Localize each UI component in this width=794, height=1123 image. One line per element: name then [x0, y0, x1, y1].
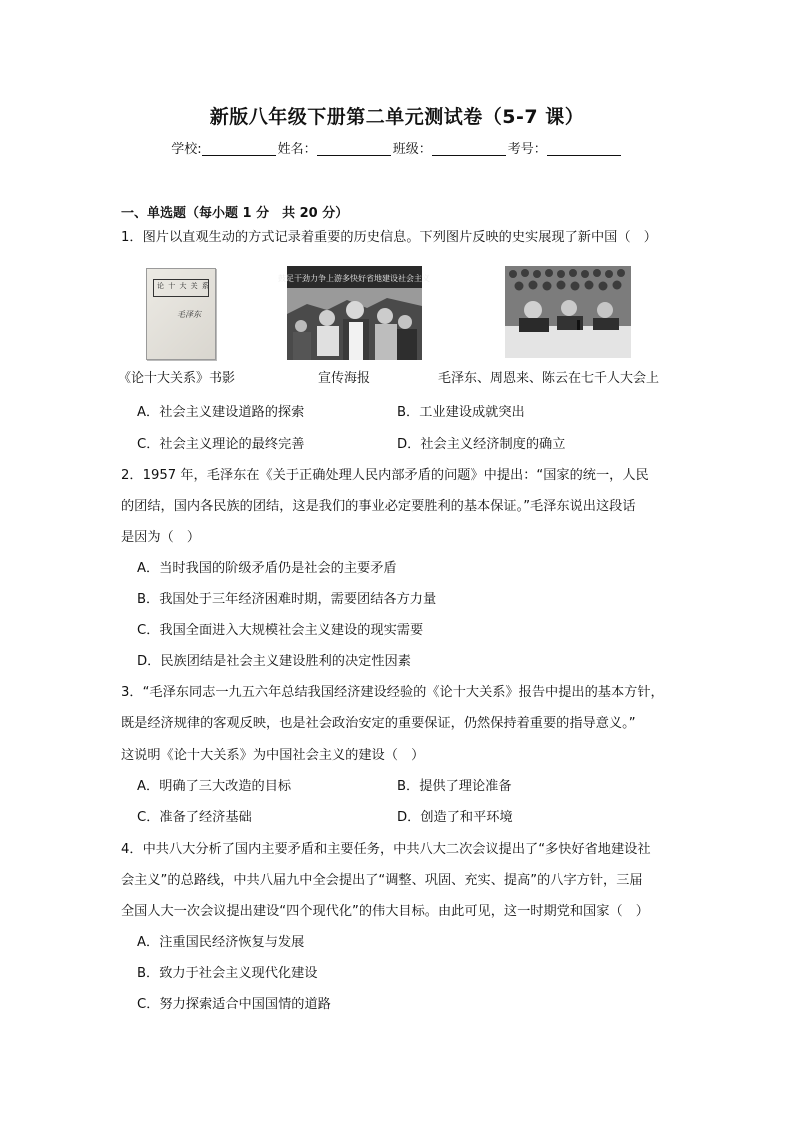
book-cover-image [146, 268, 216, 360]
q2-stem-line-1: 2．1957 年，毛泽东在《关于正确处理人民内部矛盾的问题》中提出：“国家的统一，人民 [121, 468, 649, 483]
q1-option-c[interactable]: C．社会主义理论的最终完善 [137, 437, 305, 452]
class-label: 班级： [392, 142, 432, 157]
q1-option-d[interactable]: D．社会主义经济制度的确立 [397, 437, 566, 452]
q4-option-c[interactable]: C．努力探索适合中国国情的道路 [137, 997, 331, 1012]
q3-option-b[interactable]: B．提供了理论准备 [397, 779, 512, 794]
q3-option-c[interactable]: C．准备了经济基础 [137, 810, 252, 825]
meeting-photo-image [505, 266, 631, 358]
q3-stem-line-2: 既是经济规律的客观反映，也是社会政治安定的重要保证，仍然保持着重要的指导意义。” [121, 716, 636, 731]
school-label: 学校: [171, 142, 202, 157]
q1-stem: 1．图片以直观生动的方式记录着重要的历史信息。下列图片反映的史实展现了新中国（ ） [121, 230, 657, 245]
name-blank[interactable] [317, 141, 391, 156]
q1-option-a[interactable]: A．社会主义建设道路的探索 [137, 405, 305, 420]
class-blank[interactable] [432, 141, 506, 156]
book-cover-title: 论 十 大 关 系 [157, 282, 210, 290]
poster-illustration [278, 266, 430, 360]
book-signature: 毛泽东 [177, 310, 201, 319]
q2-stem-line-2: 的团结，国内各民族的团结，这是我们的事业必定要胜利的基本保证。”毛泽东说出这段话 [121, 499, 636, 514]
q4-stem-line-3: 全国人大一次会议提出建设“四个现代化”的伟大目标。由此可见，这一时期党和国家（ ） [121, 904, 649, 919]
q4-option-a[interactable]: A．注重国民经济恢复与发展 [137, 935, 305, 950]
q2-stem-line-3: 是因为（ ） [121, 530, 201, 545]
section-heading: 一、单选题（每小题 1 分 共 20 分） [121, 206, 349, 221]
page-title: 新版八年级下册第二单元测试卷（5-7 课） [209, 106, 585, 128]
name-label: 姓名： [277, 142, 317, 157]
picture1-caption: 《论十大关系》书影 [118, 371, 236, 386]
q2-option-b[interactable]: B．我国处于三年经济困难时期，需要团结各方力量 [137, 592, 437, 607]
picture3-caption: 毛泽东、周恩来、陈云在七千人大会上 [438, 371, 660, 386]
exam-no-label: 考号： [507, 142, 547, 157]
poster-banner: 鼓足干劲力争上游多快好省地建设社会主义 [278, 274, 430, 283]
q2-option-a[interactable]: A．当时我国的阶级矛盾仍是社会的主要矛盾 [137, 561, 397, 576]
q2-option-d[interactable]: D．民族团结是社会主义建设胜利的决定性因素 [137, 654, 411, 669]
q4-stem-line-2: 会主义”的总路线，中共八届九中全会提出了“调整、巩固、充实、提高”的八字方针，三届 [121, 873, 643, 888]
exam-no-blank[interactable] [547, 141, 621, 156]
q4-option-b[interactable]: B．致力于社会主义现代化建设 [137, 966, 318, 981]
school-blank[interactable] [202, 141, 276, 156]
q3-option-d[interactable]: D．创造了和平环境 [397, 810, 513, 825]
q4-stem-line-1: 4．中共八大分析了国内主要矛盾和主要任务，中共八大二次会议提出了“多快好省地建设社 [121, 842, 651, 857]
q1-option-b[interactable]: B．工业建设成就突出 [397, 405, 525, 420]
picture2-caption: 宣传海报 [318, 371, 371, 386]
meeting-illustration [505, 266, 631, 358]
propaganda-poster-image [278, 266, 430, 360]
q3-stem-line-3: 这说明《论十大关系》为中国社会主义的建设（ ） [121, 748, 425, 763]
student-info-line [0, 138, 794, 157]
q3-stem-line-1: 3．“毛泽东同志一九五六年总结我国经济建设经验的《论十大关系》报告中提出的基本方针， [121, 685, 664, 700]
q3-option-a[interactable]: A．明确了三大改造的目标 [137, 779, 292, 794]
q2-option-c[interactable]: C．我国全面进入大规模社会主义建设的现实需要 [137, 623, 424, 638]
